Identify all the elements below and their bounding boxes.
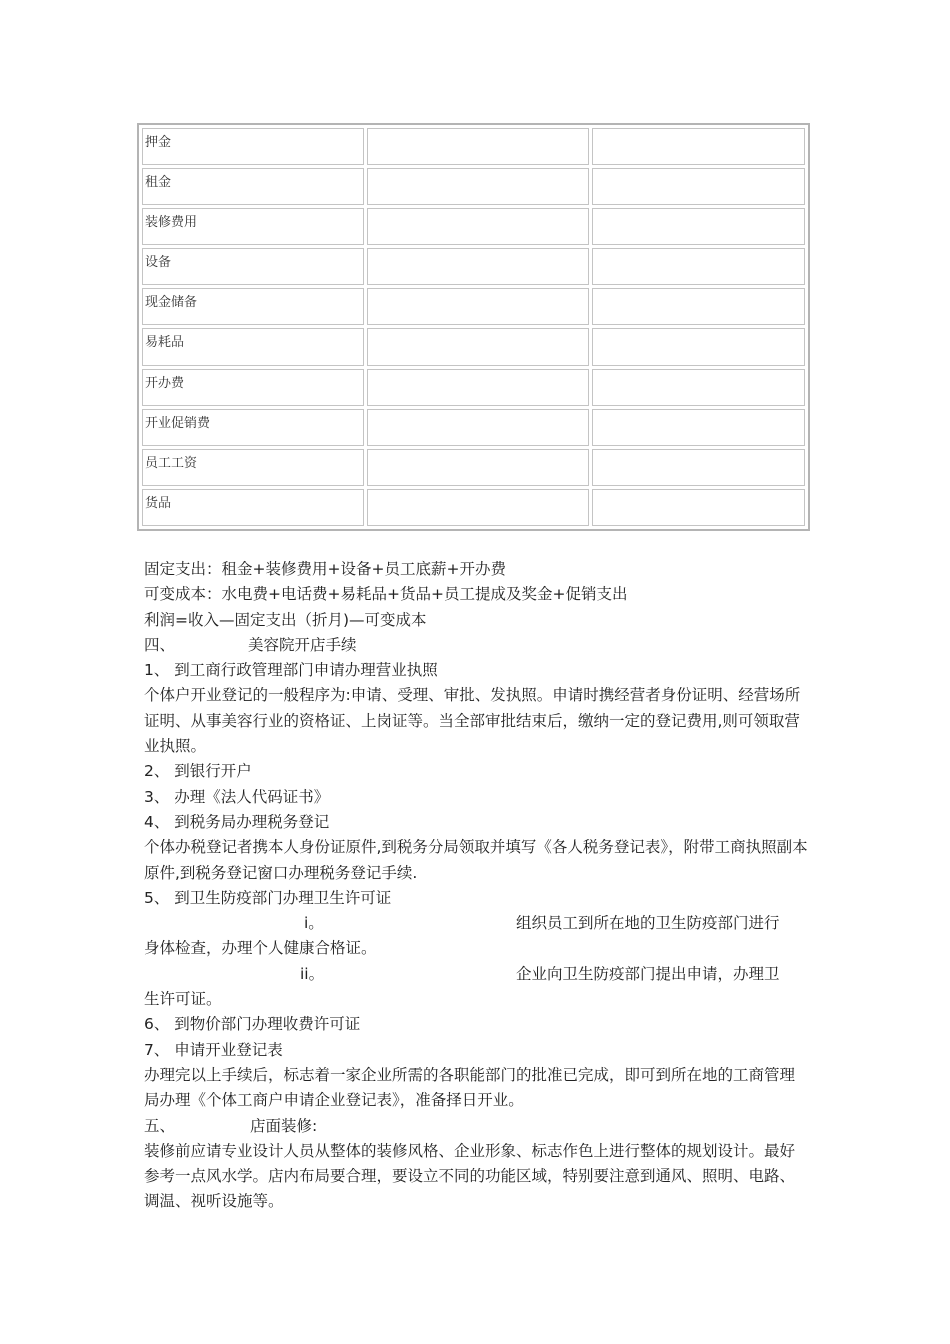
empty-cell — [367, 409, 589, 446]
variable-cost-line: 可变成本：水电费+电话费+易耗品+货品+员工提成及奖金+促销支出 — [144, 585, 628, 604]
table-row — [142, 248, 805, 285]
row-label-cell: 设备 — [142, 248, 364, 285]
empty-cell — [367, 449, 589, 486]
empty-cell — [367, 248, 589, 285]
empty-cell — [367, 168, 589, 205]
section-number: 四、 — [144, 635, 176, 654]
table-row — [142, 128, 805, 165]
item-5: 5、 到卫生防疫部门办理卫生许可证 — [144, 888, 392, 907]
empty-cell — [592, 168, 805, 205]
table-row — [142, 288, 805, 325]
row-label-cell: 租金 — [142, 168, 364, 205]
section-title: 店面装修: — [250, 1116, 318, 1135]
sub-item-text: 组织员工到所在地的卫生防疫部门进行 — [516, 914, 780, 933]
document-body — [144, 557, 809, 1215]
section-5-heading — [144, 1114, 809, 1139]
row-label-cell: 货品 — [142, 489, 364, 526]
table-row — [142, 328, 805, 365]
empty-cell — [592, 248, 805, 285]
item-1: 1、 到工商行政管理部门申请办理营业执照 — [144, 661, 438, 680]
empty-cell — [592, 369, 805, 406]
table-row — [142, 489, 805, 526]
section-number: 五、 — [144, 1116, 176, 1135]
sub-item-marker: ii。 — [300, 964, 325, 983]
sub-item-ii-continuation: 生许可证。 — [144, 990, 222, 1009]
empty-cell — [592, 409, 805, 446]
fixed-cost-line: 固定支出：租金+装修费用+设备+员工底薪+开办费 — [144, 560, 506, 578]
paragraph-4: 个体办税登记者携本人身份证原件,到税务分局领取并填写《各人税务登记表》，附带工商执照副本原件,到税务登记窗口办理税务登记手续. — [144, 838, 808, 882]
empty-cell — [367, 369, 589, 406]
row-label-cell: 员工工资 — [142, 449, 364, 486]
sub-item-marker: i。 — [304, 914, 324, 933]
empty-cell — [367, 208, 589, 245]
table-row — [142, 208, 805, 245]
row-label-cell: 押金 — [142, 128, 364, 165]
table-row — [142, 449, 805, 486]
section-title: 美容院开店手续 — [248, 635, 357, 654]
empty-cell — [592, 288, 805, 325]
item-6: 6、 到物价部门办理收费许可证 — [144, 1015, 361, 1034]
row-label-cell: 开业促销费 — [142, 409, 364, 446]
sub-item-text: 企业向卫生防疫部门提出申请，办理卫 — [516, 964, 780, 983]
empty-cell — [592, 328, 805, 365]
row-label-cell: 开办费 — [142, 369, 364, 406]
section-4-heading — [144, 633, 809, 658]
empty-cell — [592, 208, 805, 245]
empty-cell — [592, 489, 805, 526]
item-7: 7、 申请开业登记表 — [144, 1040, 283, 1059]
empty-cell — [367, 128, 589, 165]
row-label-cell: 现金储备 — [142, 288, 364, 325]
empty-cell — [367, 328, 589, 365]
paragraph-7: 办理完以上手续后，标志着一家企业所需的各职能部门的批准已完成，即可到所在地的工商管理局办理《个体工商户申请企业登记表》，准备择日开业。 — [144, 1065, 796, 1110]
sub-item-ii — [144, 962, 809, 987]
row-label-cell: 易耗品 — [142, 328, 364, 365]
profit-line: 利润=收入—固定支出（折月)—可变成本 — [144, 610, 427, 629]
sub-item-i-continuation: 身体检查，办理个人健康合格证。 — [144, 939, 377, 958]
table-row — [142, 168, 805, 205]
table-row — [142, 409, 805, 446]
item-2: 2、 到银行开户 — [144, 762, 252, 781]
empty-cell — [367, 489, 589, 526]
empty-cell — [367, 288, 589, 325]
empty-cell — [592, 449, 805, 486]
empty-cell — [592, 128, 805, 165]
table-row — [142, 369, 805, 406]
paragraph-1: 个体户开业登记的一般程序为:申请、受理、审批、发执照。申请时携经营者身份证明、经营场所证明、从事美容行业的资格证、上岗证等。当全部审批结束后，缴纳一定的登记费用,则可领取营业执照。 — [144, 686, 801, 756]
row-label-cell: 装修费用 — [142, 208, 364, 245]
item-3: 3、 办理《法人代码证书》 — [144, 787, 330, 806]
sub-item-i — [144, 911, 809, 936]
paragraph-5: 装修前应请专业设计人员从整体的装修风格、企业形象、标志作色上进行整体的规划设计。最好参考一点风水学。店内布局要合理，要设立不同的功能区域，特别要注意到通风、照明、电路、调温、视听设施等。 — [144, 1141, 796, 1211]
cost-table — [137, 123, 810, 531]
item-4: 4、 到税务局办理税务登记 — [144, 812, 330, 831]
